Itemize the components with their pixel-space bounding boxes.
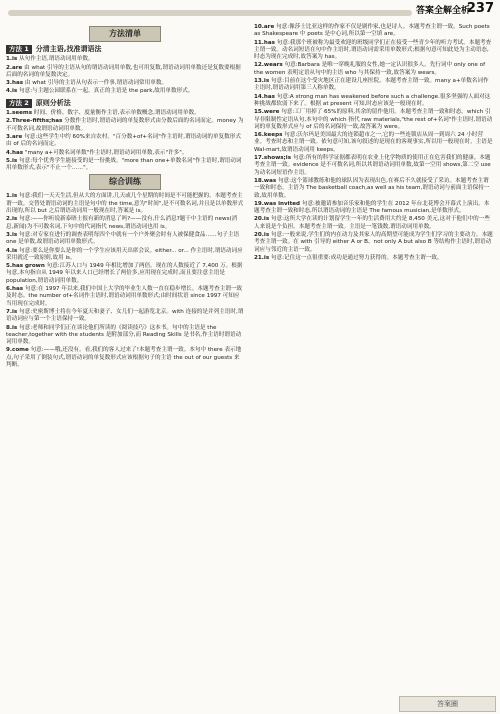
- answer-entry: [254, 255, 494, 262]
- answer-number: 18.was: [254, 177, 277, 184]
- answer-number: 3.is: [6, 231, 18, 238]
- answer-entry: [6, 134, 244, 149]
- answer-entry: [6, 80, 244, 87]
- answer-entry: [254, 132, 494, 154]
- answer-explanation: 句意:像莎士比亚这样的作家不仅是剧作家,也是诗人。本题考查主谓一致。Such poets as Shakespeare 中 poets 是中心词,所以第一空填 are。: [254, 24, 492, 38]
- answer-number: 19.was invited: [254, 200, 301, 207]
- method-2-tag: 方法 2: [6, 99, 32, 108]
- answer-explanation: 句意:要么是你要么是你的一个学生应该用天出席会议。either... or... 作主语时,谓语动词应采用就近一致原则,故用 is。: [6, 247, 243, 261]
- method-2-heading: [6, 99, 244, 108]
- answer-entry: [254, 109, 494, 131]
- answer-entry: [6, 216, 244, 231]
- answer-explanation: 句意:与主题公园联系在一起。真正的主语是 the park,故用单数形式。: [17, 88, 194, 95]
- method-1-tag: 方法 1: [6, 45, 32, 54]
- page-header: [0, 0, 500, 20]
- answer-explanation: 句意:每个优秀学生能接受的是一份挑战。"more than one+单数名词"作主语时,谓语动词用单数形式,表示"不止一个……"。: [6, 157, 242, 172]
- answer-number: 8.is: [6, 324, 18, 331]
- answer-explanation: 分数作主语时,谓语动词的单复数形式由分数后面的名词而定。money 为不可数名词,故谓语动词用单数。: [6, 118, 244, 132]
- answer-explanation: 句意:A strong man has weakened before such a challenge.很多坚强的人面对这种挑战都软弱下来了。根据 at present 可知,时态应该是一般现在时。: [254, 93, 491, 107]
- left-column: [6, 24, 244, 370]
- answer-explanation: 句意:被邀请参加音乐家和他的学生在 2012 年台北花博会开幕式上演出。本题考查主谓一致和时态,所以谓语动词的主语是 The famous musician,是单数形式。: [254, 200, 490, 215]
- answer-entry: [254, 78, 494, 93]
- answer-entry: [254, 94, 494, 109]
- answer-explanation: 由 what 引导的主语从句的谓语动词用单数,也可用复数,谓语动词用单数还是复数要根据后面的名词的单复数决定。: [6, 64, 241, 78]
- answer-entry: [6, 193, 244, 215]
- banner-practice: 综合训练: [89, 174, 161, 190]
- answer-explanation: 从句作主语,谓语动词用单数。: [17, 56, 94, 63]
- answer-number: 15.were: [254, 109, 280, 116]
- answer-number: 2.is: [6, 216, 18, 223]
- answer-explanation: 句意:一般来说,学生们的内在动力及其家人的高期望可能成为学生们学习的主要动力。本题考查主谓一致。在 with 引导的 either A or B、not only A but also B 等结构作主语时,谓语动词应与邻近的主语一致。: [254, 232, 493, 253]
- answer-entry: [254, 216, 494, 231]
- right-answer-list: [254, 24, 494, 262]
- page-number: 237: [466, 1, 494, 16]
- answer-entry: [6, 118, 244, 133]
- method-2-title: 原则分析法: [35, 98, 71, 107]
- answer-number: 3.has: [6, 80, 24, 87]
- answer-number: 14.has: [254, 93, 275, 100]
- answer-explanation: 句意:这个篮球教练和他的球队因为表现出色,在赛后不久就接受了采访。本题考查主谓一致和时态。主语为 The basketball coach,as well as his team,谓语动词与前面主语保持一致,故用单数。: [254, 177, 490, 199]
- banner-methods: 方法清单: [89, 26, 161, 42]
- answer-entry: [6, 150, 244, 157]
- answer-explanation: 句意:老师和同学们正在谈论他们所读的《阅读技巧》这本书。句中的主语是 the teacher,together with the students 是附加部分,而 Reading Skills 是书名,作主语时谓语动词用单数。: [6, 324, 242, 346]
- answer-entry: [6, 263, 244, 285]
- watermark-logo: 答案圈: [399, 696, 496, 712]
- answer-explanation: 由 what 引导的主语从句表示一件事,谓语动词常用单数。: [23, 80, 168, 87]
- answer-number: 1.is: [6, 56, 18, 63]
- answer-number: 16.keeps: [254, 132, 283, 139]
- answer-entry: [6, 56, 244, 63]
- answer-number: 3.are: [6, 133, 23, 140]
- method-1-list: [6, 56, 244, 95]
- answer-number: 1.is: [6, 193, 18, 200]
- answer-number: 2.Three-fifths;has: [6, 118, 63, 125]
- answer-explanation: 句意:在 1997 年以来,我们中国上大学的毕业生人数一直在稳步增长。本题考查主谓一致及时态。the number of+名词作主语时,谓语动词用单数形式;由时间状语 since 1997 可知应当用现在完成时。: [6, 286, 243, 307]
- answer-entry: [6, 158, 244, 173]
- answer-number: 4.is: [6, 88, 18, 95]
- answer-number: 4.is: [6, 247, 18, 254]
- answer-entry: [254, 178, 494, 200]
- answer-explanation: 句意:所有的科学证据都表明在农业上化学物质的使用正在危害我们的健康。本题考查主谓一致。evidence 是不可数名词,所以其谓语动词用单数,故第一空用 shows,第二空 use 为动名词短语作主语。: [254, 155, 493, 176]
- answer-entry: [6, 88, 244, 95]
- answer-explanation: 句意:这所大学在读的计划留学生一年的生活费用大约是 8,450 美元,这对于他们中的一些人来说是个负担。本题考查主谓一致。主语是一笔钱数,谓语动词用单数。: [254, 216, 490, 230]
- header-title: 答案全解全析: [415, 6, 470, 16]
- answer-number: 4.has: [6, 149, 24, 156]
- answer-entry: [254, 155, 494, 177]
- answer-number: 5.is: [6, 157, 18, 164]
- answer-explanation: 句意:江苏人口与 1949 年相比增加了两倍。现在的人数接近了 7,400 万。根据句意,本句指自从 1949 年以来人口已经增长了两倍多,应用现在完成时,而且要注意主语是 population,谓语动词用单数。: [6, 263, 243, 284]
- answer-entry: [6, 65, 244, 80]
- answer-explanation: 时间、价格、数字、度量衡作主语,表示单数概念,谓语动词用单数。: [32, 110, 200, 117]
- answer-explanation: 句意:——哦,还没有。看,我们的客人过来了!本题考查主谓一致。本句中 there 表示地点,句子采用了倒装句式,谓语动词的单复数形式应该根据句子的主语 the out of our guests 来判断。: [6, 347, 242, 368]
- answer-number: 7.is: [6, 308, 18, 315]
- answer-entry: [6, 309, 244, 324]
- answer-explanation: 句意:工厂用掉了 65%的原料,其余的留作他用。本题考查主谓一致和时态。which 引导非限制性定语从句,本句中的 which 指代 raw materials,"the rest of+名词"作主语时,谓语动词的单复数形式应与 of 后的名词保持一致,故答案为 were。: [254, 109, 493, 130]
- answer-entry: [6, 286, 244, 308]
- answer-entry: [6, 248, 244, 263]
- answer-number: 12.wears: [254, 62, 283, 69]
- answer-entry: [6, 110, 244, 117]
- answer-number: 1.seems: [6, 110, 33, 117]
- answer-entry: [254, 201, 494, 216]
- right-column: [254, 24, 494, 263]
- method-1-title: 分清主语,找准谓语法: [35, 45, 102, 53]
- answer-number: 9.come: [6, 347, 29, 354]
- answer-explanation: 句意:我那个班被称为最受欢迎的班级同学们正在接受一些青少年的听力考试。本题考查主谓一致。动名词短语在句中作主语时,谓语动词需采用单数形式;根据句意可知此处为主动语态,时态为现在完成时,故答案为 has。: [254, 39, 492, 61]
- answer-entry: [6, 325, 244, 347]
- practice-list: [6, 193, 244, 369]
- answer-explanation: "many a+可数名词单数"作主语时,谓语动词用单数,表示"许多"。: [23, 149, 188, 156]
- answer-number: 17.shows;is: [254, 155, 292, 162]
- answer-number: 20.is: [254, 232, 270, 239]
- answer-explanation: 句意:这些学生中约 60%来自农村。"百分数+of+名词"作主语时,谓语动词的单复数形式由 of 后的名词而定。: [6, 133, 241, 148]
- answer-entry: [254, 232, 494, 254]
- answer-entry: [254, 24, 494, 39]
- answer-number: 21.is: [254, 254, 270, 261]
- answer-number: 20.is: [254, 216, 270, 223]
- answer-entry: [254, 62, 494, 77]
- answer-number: 2.are: [6, 64, 23, 71]
- answer-explanation: 句意:对专家在进行的调查表明每四个中就有一个户外聚会时有人被保健食品……句子主语 one 是单数,故谓语动词用单数形式。: [6, 231, 241, 246]
- answer-explanation: 句意:记住这一点很重要:成功是通过努力获得的。本题考查主谓一致。: [269, 254, 443, 261]
- answer-number: 13.is: [254, 78, 270, 85]
- answer-entry: [254, 40, 494, 62]
- answer-number: 6.has: [6, 286, 24, 293]
- answer-explanation: 句意:目前在这个受灾地区正在建设几座医院。本题考查主谓一致。many a+单数名词作主语时,谓语动词用第三人称单数。: [254, 78, 489, 92]
- answer-entry: [6, 347, 244, 369]
- answer-entry: [6, 232, 244, 247]
- answer-explanation: 句意:Barbara 是唯一穿晚礼服的女性,她一定认识很多人。先行词中 only one of the women 表明定语从句中的主语 who 与其保持一致,故答案为 wears。: [254, 62, 487, 76]
- answer-number: 11.has: [254, 39, 275, 46]
- answer-number: 5.has grown: [6, 263, 45, 270]
- answer-number: 10.are: [254, 24, 275, 30]
- answer-explanation: 句意:我们一天天生活,但从大的方面讲,几天或几个星期的时间是不可能把握的。本题考查主谓一致。交替处谓语动词的主语是句中的 the time,意为"时间",是不可数名词,并且是以单数形式出现的,所以 but 之后谓语动词用一般现在时,答案是 is。: [6, 193, 244, 215]
- answer-explanation: 句意:沃尔玛是美国最大的连锁超市之一,它的一些连锁店从周一到周六 24 小时营业。考查时态和主谓一致。依句意可知,该句叙述的是现在的客观事实,所以用一般现在时。主语是 Wal-mart,故谓语动词用 keeps。: [254, 132, 495, 153]
- method-2-list: [6, 110, 244, 172]
- header-bar: [8, 10, 412, 16]
- method-1-heading: [6, 45, 244, 54]
- answer-explanation: 句意:史密斯博士将在今年夏天和妻子、女儿们一起游览北京。with 连接的是并列主语时,谓语动词应与第一个主语保持一致。: [6, 308, 244, 323]
- answer-explanation: 句意:——你听说新泰晤士报有新的消息了吗?——没有,什么消息?题干中主语的 news(消息,新闻)为不可数名词,下句中的代词指代 news,谓语动词也用 is。: [6, 216, 238, 230]
